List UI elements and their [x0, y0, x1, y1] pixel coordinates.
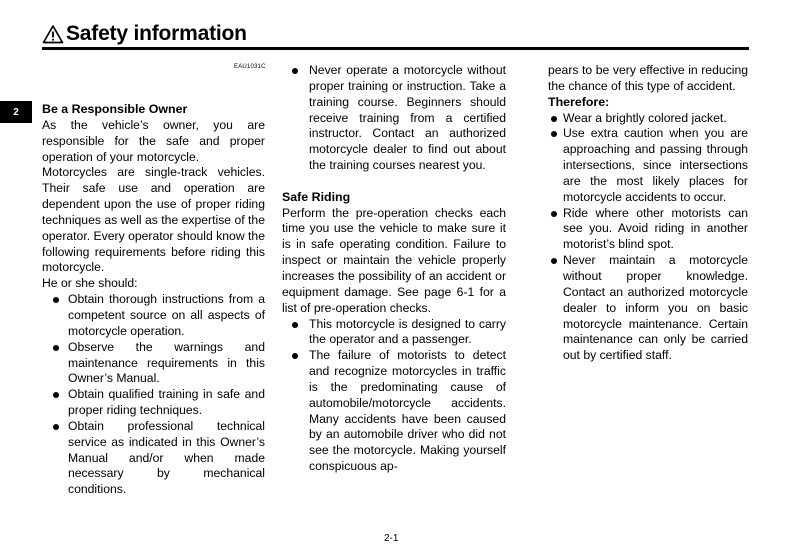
paragraph: He or she should: [42, 276, 138, 291]
column-2 [282, 63, 506, 475]
heading-therefore: Therefore: [548, 94, 610, 109]
column-1 [42, 102, 265, 498]
paragraph: Motorcycles are single-track vehicles. Their safe use and operation are dependent upon the use of proper riding techniques as well as the expertise of the operator. Every operator should know the following requirements before riding this motorcycle. [42, 165, 265, 275]
column-3 [548, 63, 748, 364]
list-item: Never maintain a motorcycle without proper knowledge. Contact an authorized motorcycle dealer to inform you on basic motorcycle maintenance. Certain maintenance can only be carried out by certified staff. [548, 253, 748, 364]
paragraph: pears to be very effective in reducing the chance of this type of accident. [548, 63, 748, 93]
heading-responsible-owner: Be a Responsible Owner [42, 102, 188, 116]
section-code: EAU1031C [234, 64, 266, 70]
list-item: Use extra caution when you are approaching and passing through intersections, since intersections are the most likely places for motorcycle accidents to occur. [548, 126, 748, 205]
page-number: 2-1 [384, 533, 399, 544]
list-item: Obtain thorough instructions from a competent source on all aspects of motorcycle operation. [52, 292, 265, 340]
bullet-list [282, 63, 506, 174]
title-text: Safety information [66, 22, 247, 45]
bullet-list [52, 292, 265, 498]
paragraph: As the vehicle’s owner, you are responsible for the safe and proper operation of your motorcycle. [42, 117, 265, 164]
chapter-tab: 2 [0, 101, 32, 123]
page-title [42, 22, 247, 46]
heading-safe-riding: Safe Riding [282, 189, 351, 204]
list-item: Observe the warnings and maintenance requirements in this Owner’s Manual. [52, 340, 265, 388]
list-item: Obtain qualified training in safe and proper riding techniques. [52, 387, 265, 419]
paragraph: Perform the pre-operation checks each time you use the vehicle to make sure it is in safe operating condition. Failure to inspect or maintain the vehicle properly increases the possibility of an accident or equipment damage. See page 6-1 for a list of pre-operation checks. [282, 205, 506, 315]
bullet-list [282, 317, 506, 475]
list-item: Ride where other motorists can see you. Avoid riding in another motorist’s blind spot. [548, 206, 748, 254]
list-item: Wear a brightly colored jacket. [548, 111, 748, 127]
list-item: Obtain professional technical service as indicated in this Owner’s Manual and/or when made necessary by mechanical conditions. [52, 419, 265, 498]
bullet-list [548, 111, 748, 365]
list-item: The failure of motorists to detect and recognize motorcycles in traffic is the predominating cause of automobile/motorcycle accidents. Many accidents have been caused by an automobile driver who did not see the motorcycle. Making yourself conspicuous ap- [282, 348, 506, 475]
warning-icon [42, 24, 64, 44]
list-item: Never operate a motorcycle without proper training or instruction. Take a training course. Beginners should receive training from a certified instructor. Contact an authorized motorcycle dealer to find out about the training courses nearest you. [282, 63, 506, 174]
title-rule [42, 47, 749, 50]
list-item: This motorcycle is designed to carry the operator and a passenger. [282, 317, 506, 349]
